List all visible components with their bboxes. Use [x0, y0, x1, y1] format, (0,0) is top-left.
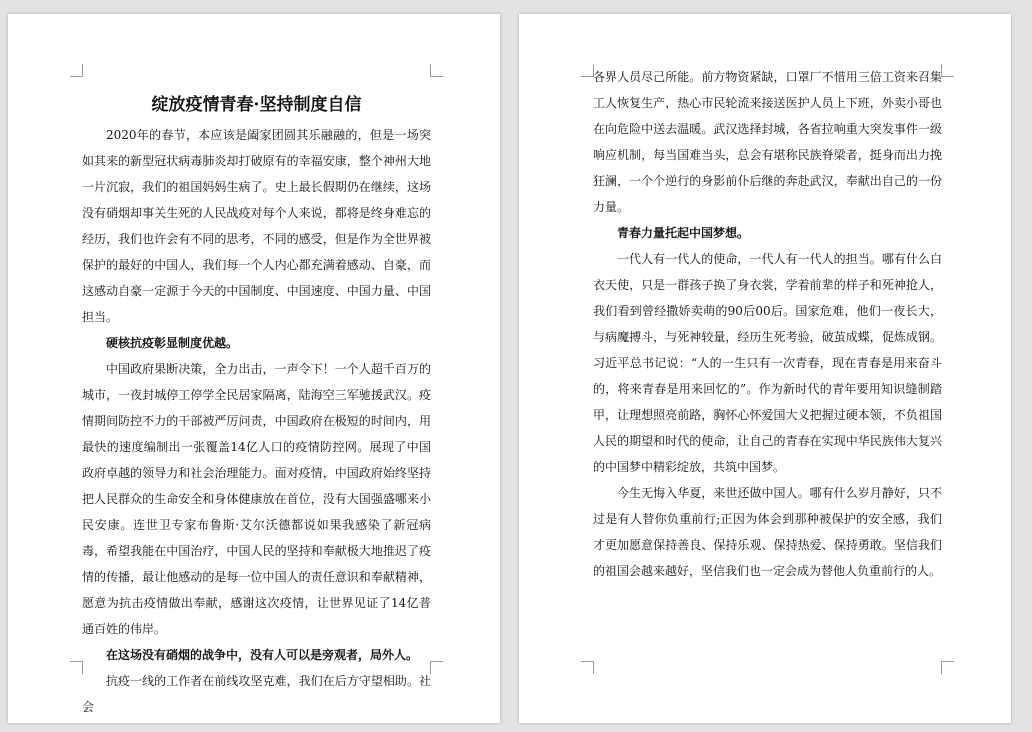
page-2-content [593, 64, 942, 584]
section-heading: 硬核抗疫彰显制度优越。 [106, 336, 239, 350]
paragraph: 抗疫一线的工作者在前线攻坚克难，我们在后方守望相助。社会 [82, 674, 431, 714]
paragraph: 今生无悔入华夏，来世还做中国人。哪有什么岁月静好，只不过是有人替你负重前行;正因为体会到那种被保护的安全感，我们才更加愿意保持善良、保持乐观、保持热爱、保持勇敢。坚信我们的祖国会越来越好，坚信我们也一定会成为替他人负重前行的人。 [593, 486, 942, 578]
crop-mark [430, 661, 443, 674]
crop-mark [581, 661, 594, 674]
crop-mark [430, 64, 443, 77]
document-title: 绽放疫情青春·坚持制度自信 [151, 95, 362, 115]
crop-mark [70, 64, 83, 77]
crop-mark [941, 661, 954, 674]
section-heading: 青春力量托起中国梦想。 [617, 226, 750, 240]
section-heading: 在这场没有硝烟的战争中，没有人可以是旁观者，局外人。 [106, 648, 419, 662]
paragraph: 2020年的春节，本应该是阖家团圆其乐融融的，但是一场突如其来的新型冠状病毒肺炎却打破原有的幸福安康，整个神州大地一片沉寂，我们的祖国妈妈生病了。史上最长假期仍在继续，这场没有硝烟却事关生死的人民战疫对每个人来说，都将是终身难忘的经历，我们也许会有不同的思考，不同的感受，但是作为全世界被保护的最好的中国人，我们每一个人内心都充满着感动、自豪，而这感动自豪一定源于今天的中国制度、中国速度、中国力量、中国担当。 [82, 128, 431, 324]
paragraph: 中国政府果断决策，全力出击，一声令下！一个人超千百万的城市，一夜封城停工停学全民居家隔离，陆海空三军驰援武汉。疫情期间防控不力的干部被严厉问责，中国政府在极短的时间内，用最快的速度编制出一张覆盖14亿人口的疫情防控网。展现了中国政府卓越的领导力和社会治理能力。面对疫情，中国政府始终坚持把人民群众的生命安全和身体健康放在首位，没有大国强盛哪来小民安康。连世卫专家布鲁斯·艾尔沃德都说如果我感染了新冠病毒，希望我能在中国治疗，中国人民的坚持和奉献极大地推迟了疫情的传播，最让他感动的是每一位中国人的责任意识和奉献精神，愿意为抗击疫情做出奉献，感谢这次疫情，让世界见证了14亿普通百姓的伟岸。 [82, 362, 431, 636]
paragraph: 一代人有一代人的使命，一代人有一代人的担当。哪有什么白衣天使，只是一群孩子换了身衣裳，学着前辈的样子和死神抢人，我们看到曾经撒娇卖萌的90后00后。国家危难，他们一夜长大，与病魔搏斗，与死神较量，经历生死考验，破茧成蝶，促炼成钢。习近平总书记说：“人的一生只有一次青春，现在青春是用来奋斗的，将来青春是用来回忆的”。作为新时代的青年要用知识缝制踏甲，让理想照亮前路，胸怀心怀爱国大义把握过硬本领，不负祖国人民的期望和时代的使命，让自己的青春在实现中华民族伟大复兴的中国梦中精彩绽放，共筑中国梦。 [593, 252, 942, 474]
crop-mark [941, 64, 954, 77]
document-page-1 [8, 14, 500, 723]
paragraph: 各界人员尽己所能。前方物资紧缺，口罩厂不惜用三倍工资来召集工人恢复生产，热心市民轮流来接送医护人员上下班，外卖小哥也在向危险中送去温暖。武汉选择封城，各省拉响重大突发事件一级响应机制，每当国难当头，总会有堪称民族脊梁者，挺身而出力挽狂澜，一个个逆行的身影前仆后继的奔赴武汉，奉献出自己的一份力量。 [593, 70, 942, 214]
document-page-2 [519, 14, 1011, 723]
page-1-content [82, 90, 431, 720]
